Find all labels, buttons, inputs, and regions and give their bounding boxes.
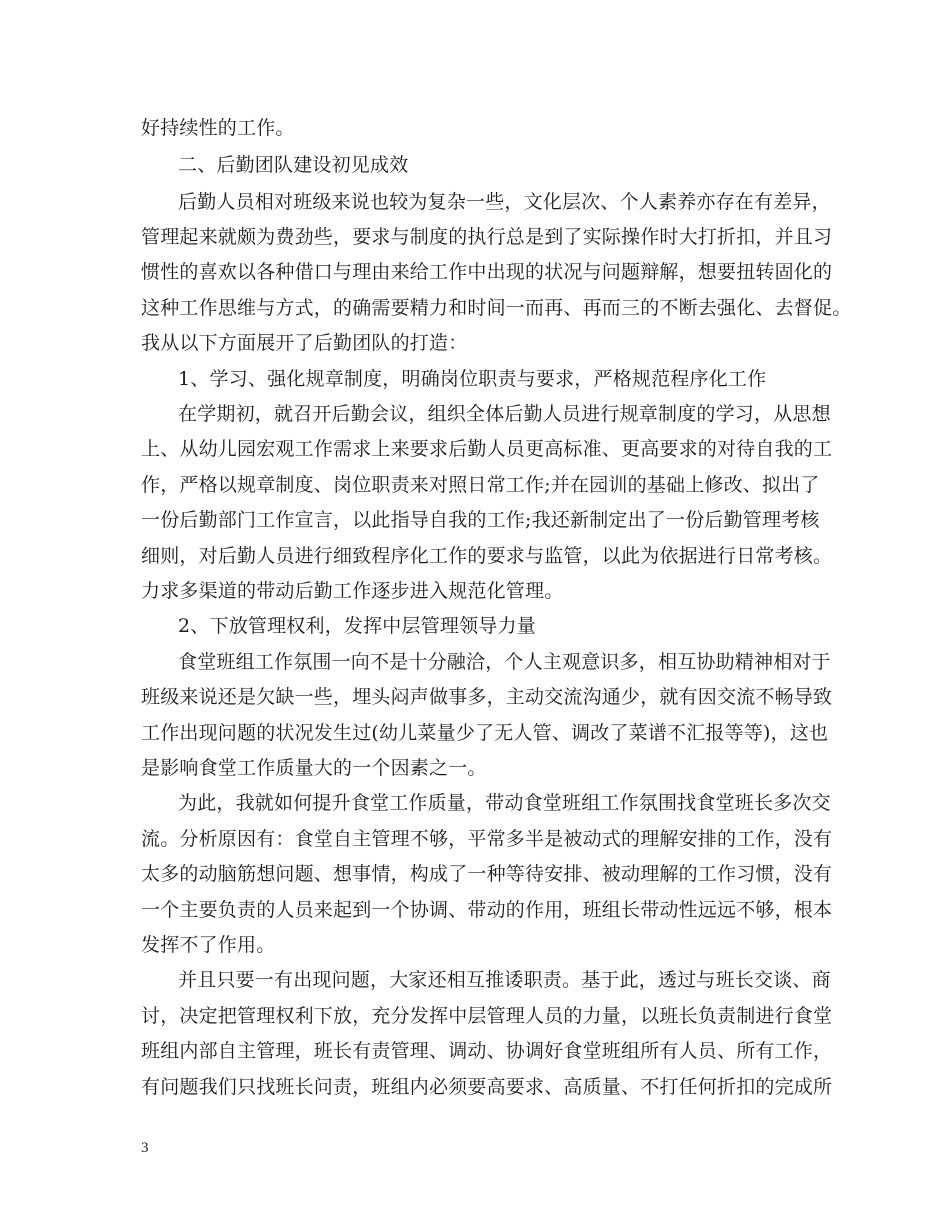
- text-line: 为此，我就如何提升食堂工作质量，带动食堂班组工作氛围找食堂班长多次交: [178, 792, 831, 814]
- text-line: 太多的动脑筋想问题、想事情，构成了一种等待安排、被动理解的工作习惯，没有: [141, 863, 833, 885]
- text-line: 作，严格以规章制度、岗位职责来对照日常工作;并在园训的基础上修改、拟出了: [141, 474, 820, 496]
- text-line: 好持续性的工作。: [141, 117, 295, 139]
- subsection-heading: 1、学习、强化规章制度，明确岗位职责与要求，严格规范程序化工作: [178, 368, 767, 390]
- text-line: 一个主要负责的人员来起到一个协调、带动的作用，班组长带动性远远不够，根本: [141, 899, 833, 921]
- text-line: 班组内部自主管理，班长有责管理、调动、协调好食堂班组所有人员、所有工作，: [141, 1040, 833, 1062]
- text-line: 力求多渠道的带动后勤工作逐步进入规范化管理。: [141, 580, 564, 602]
- text-line: 惯性的喜欢以各种借口与理由来给工作中出现的状况与问题辩解，想要扭转固化的: [141, 261, 833, 283]
- text-line: 这种工作思维与方式，的确需要精力和时间一而再、再而三的不断去强化、去督促。: [141, 297, 852, 319]
- text-line: 细则，对后勤人员进行细致程序化工作的要求与监管，以此为依据进行日常考核。: [141, 545, 833, 567]
- subsection-heading: 2、下放管理权利，发挥中层管理领导力量: [178, 615, 536, 637]
- text-line: 有问题我们只找班长问责，班组内必须要高要求、高质量、不打任何折扣的完成所: [141, 1076, 833, 1098]
- text-line: 管理起来就颇为费劲些，要求与制度的执行总是到了实际操作时大打折扣，并且习: [141, 226, 833, 248]
- text-line: 食堂班组工作氛围一向不是十分融洽，个人主观意识多，相互协助精神相对于: [178, 651, 831, 673]
- text-line: 后勤人员相对班级来说也较为复杂一些，文化层次、个人素养亦存在有差异，: [178, 191, 831, 213]
- text-line: 上、从幼儿园宏观工作需求上来要求后勤人员更高标准、更高要求的对待自我的工: [141, 438, 833, 460]
- text-line: 我从以下方面展开了后勤团队的打造：: [141, 332, 468, 354]
- text-line: 并且只要一有出现问题，大家还相互推诿职责。基于此，透过与班长交谈、商: [178, 969, 831, 991]
- text-line: 发挥不了作用。: [141, 934, 276, 956]
- text-line: 在学期初，就召开后勤会议，组织全体后勤人员进行规章制度的学习，从思想: [178, 403, 831, 425]
- text-line: 讨，决定把管理权利下放，充分发挥中层管理人员的力量，以班长负责制进行食堂: [141, 1005, 833, 1027]
- page-number: 3: [141, 1140, 149, 1156]
- text-line: 一份后勤部门工作宣言，以此指导自我的工作;我还新制定出了一份后勤管理考核: [141, 509, 820, 531]
- section-heading: 二、后勤团队建设初见成效: [178, 154, 409, 176]
- text-line: 流。分析原因有：食堂自主管理不够，平常多半是被动式的理解安排的工作，没有: [141, 828, 833, 850]
- text-line: 工作出现问题的状况发生过(幼儿菜量少了无人管、调改了菜谱不汇报等等)，这也: [141, 722, 829, 744]
- text-line: 班级来说还是欠缺一些，埋头闷声做事多，主动交流沟通少，就有因交流不畅导致: [141, 686, 833, 708]
- text-line: 是影响食堂工作质量大的一个因素之一。: [141, 757, 487, 779]
